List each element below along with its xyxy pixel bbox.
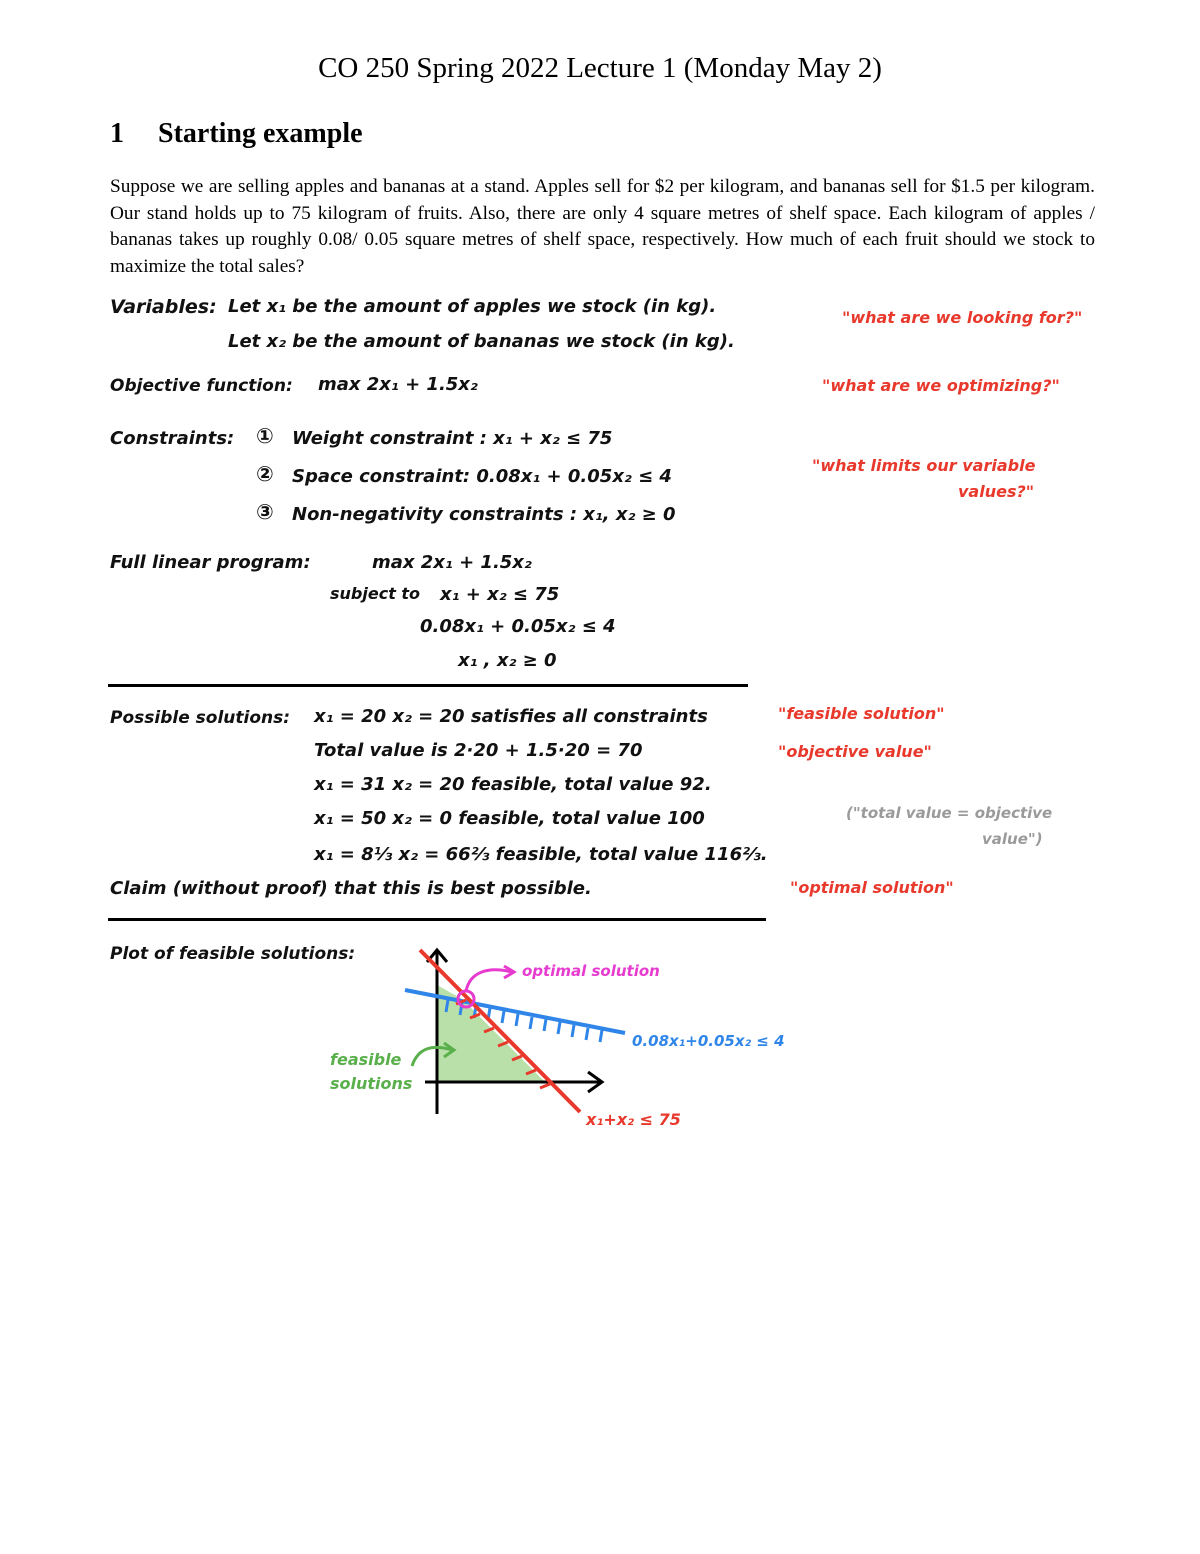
- solution-1-value: Total value is 2·20 + 1.5·20 = 70: [314, 740, 643, 761]
- annotation-limits-2: values?": [958, 482, 1035, 501]
- annotation-optimal-solution: "optimal solution": [790, 878, 954, 897]
- plot-label: Plot of feasible solutions:: [110, 944, 356, 964]
- lp-row-1: x₁ + x₂ ≤ 75: [440, 584, 560, 605]
- constraint-1-text: Weight constraint : x₁ + x₂ ≤ 75: [292, 428, 613, 449]
- lp-label: Full linear program:: [110, 552, 311, 573]
- plot-space-label: 0.08x₁+0.05x₂ ≤ 4: [632, 1032, 785, 1050]
- lp-objective: max 2x₁ + 1.5x₂: [372, 552, 532, 573]
- variable-2-text: Let x₂ be the amount of bananas we stock (in kg).: [228, 331, 735, 352]
- optimal-arrow: [466, 970, 512, 991]
- annotation-total-value-1: ("total value = objective: [846, 804, 1053, 822]
- solution-1: x₁ = 20 x₂ = 20 satisfies all constraints: [314, 706, 708, 727]
- solution-3: x₁ = 50 x₂ = 0 feasible, total value 100: [314, 808, 705, 829]
- solution-4: x₁ = 8⅓ x₂ = 66⅔ feasible, total value 116⅔.: [314, 844, 768, 865]
- constraint-1-marker: ①: [256, 424, 274, 448]
- lp-row-3: x₁ , x₂ ≥ 0: [458, 650, 557, 671]
- page-title: CO 250 Spring 2022 Lecture 1 (Monday May 2): [318, 52, 882, 84]
- constraint-3-marker: ③: [256, 500, 274, 524]
- lp-row-2: 0.08x₁ + 0.05x₂ ≤ 4: [420, 616, 616, 637]
- annotation-objective-value: "objective value": [778, 742, 932, 761]
- annotation-total-value-2: value"): [982, 830, 1043, 848]
- plot-feasible-label-1: feasible: [330, 1050, 402, 1069]
- plot-optimal-label: optimal solution: [522, 962, 660, 980]
- objective-text: max 2x₁ + 1.5x₂: [318, 374, 478, 395]
- annotation-looking-for: "what are we looking for?": [842, 308, 1083, 327]
- plot-feasible-label-2: solutions: [330, 1074, 413, 1093]
- variable-1-text: Let x₁ be the amount of apples we stock (in kg).: [228, 296, 717, 317]
- annotation-limits: "what limits our variable: [812, 456, 1036, 475]
- possible-label: Possible solutions:: [110, 708, 291, 728]
- plot-weight-label: x₁+x₂ ≤ 75: [586, 1110, 681, 1129]
- lp-subject-to: subject to: [330, 584, 421, 603]
- objective-label: Objective function:: [110, 376, 293, 396]
- solution-2: x₁ = 31 x₂ = 20 feasible, total value 92.: [314, 774, 712, 795]
- constraints-label: Constraints:: [110, 428, 235, 449]
- section-title: Starting example: [158, 118, 363, 149]
- annotation-feasible-solution: "feasible solution": [778, 704, 945, 723]
- section-number: 1: [110, 118, 124, 149]
- claim-text: Claim (without proof) that this is best possible.: [110, 878, 592, 899]
- constraint-2-text: Space constraint: 0.08x₁ + 0.05x₂ ≤ 4: [292, 466, 672, 487]
- intro-paragraph: Suppose we are selling apples and bananas at a stand. Apples sell for $2 per kilogram, and bananas sell for $1.5 per kilogram. Our stand holds up to 75 kilogram of fruits. Also, there are only 4 square metres of shelf space. Each kilogram of apples / bananas takes up roughly 0.08/ 0.05 square metres of shelf space, respectively. How much of each fruit should we stock to maximize the total sales?: [110, 176, 1095, 277]
- variables-label: Variables:: [110, 296, 217, 318]
- constraint-3-text: Non-negativity constraints : x₁, x₂ ≥ 0: [292, 504, 676, 525]
- annotation-optimizing: "what are we optimizing?": [822, 376, 1060, 395]
- constraint-2-marker: ②: [256, 462, 274, 486]
